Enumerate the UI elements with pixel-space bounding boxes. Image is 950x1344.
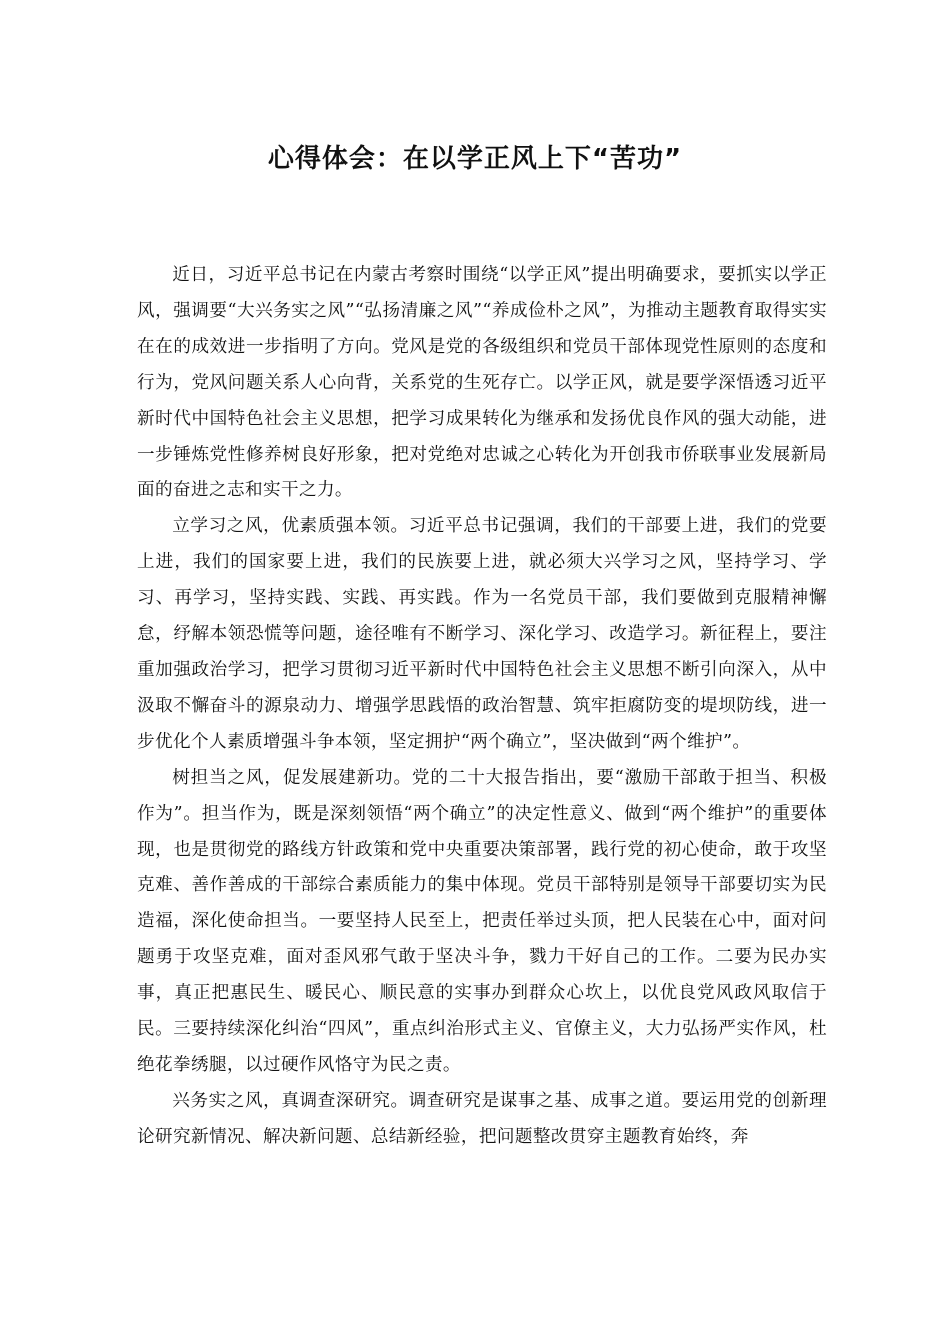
paragraph: 近日，习近平总书记在内蒙古考察时围绕“以学正风”提出明确要求，要抓实以学正风，强调要“大兴务实之风”“弘扬清廉之风”“养成俭朴之风”，为推动主题教育取得实实在在的成效进一步指明了方向。党风是党的各级组织和党员干部体现党性原则的态度和行为，党风问题关系人心向背，关系党的生死存亡。以学正风，就是要学深悟透习近平新时代中国特色社会主义思想，把学习成果转化为继承和发扬优良作风的强大动能，进一步锤炼党性修养树良好形象，把对党绝对忠诚之心转化为开创我市侨联事业发展新局面的奋进之志和实干之力。	[137, 265, 827, 501]
document-body	[137, 258, 827, 1156]
paragraph: 树担当之风，促发展建新功。党的二十大报告指出，要“激励干部敢于担当、积极作为”。担当作为，既是深刻领悟“两个确立”的决定性意义、做到“两个维护”的重要体现，也是贯彻党的路线方针政策和党中央重要决策部署，践行党的初心使命，敢于攻坚克难、善作善成的干部综合素质能力的集中体现。党员干部特别是领导干部要切实为民造福，深化使命担当。一要坚持人民至上，把责任举过头顶，把人民装在心中，面对问题勇于攻坚克难，面对歪风邪气敢于坚决斗争，戮力干好自己的工作。二要为民办实事，真正把惠民生、暖民心、顺民意的实事办到群众心坎上，以优良党风政风取信于民。三要持续深化纠治“四风”，重点纠治形式主义、官僚主义，大力弘扬严实作风，杜绝花拳绣腿，以过硬作风恪守为民之责。	[137, 767, 827, 1075]
paragraph: 立学习之风，优素质强本领。习近平总书记强调，我们的干部要上进，我们的党要上进，我们的国家要上进，我们的民族要上进，就必须大兴学习之风，坚持学习、学习、再学习，坚持实践、实践、再实践。作为一名党员干部，我们要做到克服精神懈怠，纾解本领恐慌等问题，途径唯有不断学习、深化学习、改造学习。新征程上，要注重加强政治学习，把学习贯彻习近平新时代中国特色社会主义思想不断引向深入，从中汲取不懈奋斗的源泉动力、增强学思践悟的政治智慧、筑牢拒腐防变的堤坝防线，进一步优化个人素质增强斗争本领，坚定拥护“两个确立”，坚决做到“两个维护”。	[137, 516, 827, 752]
paragraph: 兴务实之风，真调查深研究。调查研究是谋事之基、成事之道。要运用党的创新理论研究新情况、解决新问题、总结新经验，把问题整改贯穿主题教育始终，奔	[137, 1090, 827, 1147]
document-title: 心得体会：在以学正风上下“苦功”	[267, 144, 683, 174]
